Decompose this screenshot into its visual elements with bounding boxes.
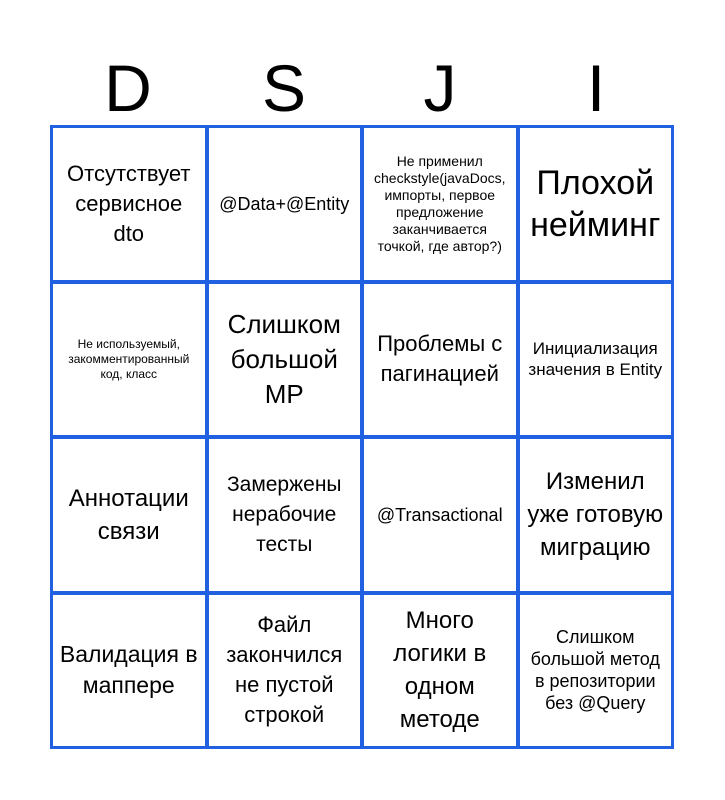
header-letter-i: I: [586, 51, 606, 125]
bingo-cell[interactable]: [364, 595, 516, 747]
cell-text: Проблемы с пагинацией: [377, 331, 503, 387]
bingo-cell[interactable]: [209, 439, 361, 591]
bingo-cell[interactable]: [364, 284, 516, 436]
bingo-header: [50, 50, 674, 126]
cell-text: Слишком большой МР: [227, 308, 341, 409]
bingo-cell[interactable]: [364, 439, 516, 591]
bingo-cell[interactable]: [520, 128, 672, 280]
cell-text: Отсутствует сервисное dto: [67, 160, 191, 246]
cell-text: Плохой нейминг: [530, 163, 661, 244]
cell-text: Много логики в одном методе: [393, 607, 487, 734]
cell-text: Файл закончился не пустой строкой: [226, 612, 343, 728]
cell-text: Замержены нерабочие тесты: [226, 472, 342, 556]
bingo-cell[interactable]: [209, 128, 361, 280]
cell-text: Слишком большой метод в репозитории без @Query: [530, 627, 660, 714]
bingo-cell[interactable]: [520, 284, 672, 436]
header-letter-j: J: [423, 51, 457, 125]
bingo-cell[interactable]: [53, 128, 205, 280]
cell-text: Изменил уже готовую миграцию: [527, 468, 664, 562]
cell-text: Инициализация значения в Entity: [528, 339, 663, 380]
cell-text: Аннотации связи: [68, 484, 189, 545]
cell-text: @Data+@Entity: [219, 193, 350, 214]
bingo-cell[interactable]: [520, 439, 672, 591]
bingo-cell[interactable]: [53, 439, 205, 591]
header-letter-s: S: [261, 51, 307, 125]
bingo-grid: [50, 125, 674, 749]
bingo-cell[interactable]: [209, 284, 361, 436]
cell-text: Не используемый, закомментированный код, класс: [68, 336, 190, 381]
cell-text: @Transactional: [376, 504, 503, 525]
bingo-cell[interactable]: [53, 595, 205, 747]
bingo-cell[interactable]: [53, 284, 205, 436]
bingo-cell[interactable]: [209, 595, 361, 747]
cell-text: Валидация в маппере: [59, 641, 198, 699]
bingo-cell[interactable]: [364, 128, 516, 280]
header-letter-d: D: [104, 51, 152, 125]
cell-text: Не применил checkstyle(javaDocs, импорты, первое предложение заканчивается точкой, где автор?): [374, 152, 506, 254]
bingo-cell[interactable]: [520, 595, 672, 747]
